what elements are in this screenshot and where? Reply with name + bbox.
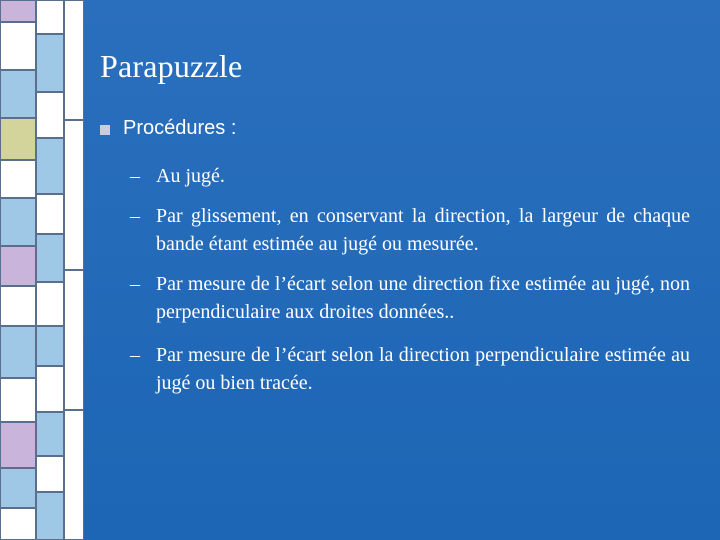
square-bullet-icon [100,125,110,135]
stripe-block [0,378,36,422]
stripe-block [0,198,36,246]
decorative-stripe-bar [0,0,84,540]
dash-marker: – [130,205,140,227]
stripe-block [0,326,36,378]
stripe-block [0,246,36,286]
stripe-block [36,34,64,92]
stripe-block [0,422,36,468]
sub-item-text: Par mesure de l’écart selon une direction fixe estimée au jugé, non perpendiculaire aux droites données.. [156,273,690,323]
main-bullet [100,117,236,140]
stripe-block [64,270,84,410]
sub-item [130,270,690,326]
stripe-block [36,92,64,138]
sub-item-text: Par mesure de l’écart selon la direction perpendiculaire estimée au jugé ou bien tracée. [156,344,690,394]
stripe-block [64,120,84,270]
slide-title: Parapuzzle [100,48,243,84]
stripe-block [36,234,64,282]
stripe-block [0,70,36,118]
sub-item [130,341,690,397]
stripe-block [0,22,36,70]
stripe-block [36,456,64,492]
dash-marker: – [130,273,140,295]
stripe-block [64,0,84,120]
stripe-block [36,194,64,234]
stripe-block [36,366,64,412]
stripe-block [36,0,64,34]
stripe-block [0,160,36,198]
stripe-block [0,118,36,160]
sub-item-text: Au jugé. [156,165,225,187]
dash-marker: – [130,165,140,187]
stripe-block [64,410,84,540]
sub-item-text: Par glissement, en conservant la direction, la largeur de chaque bande étant estimée au jugé ou mesurée. [156,205,690,255]
sub-item [130,202,690,258]
stripe-block [36,326,64,366]
stripe-block [0,0,36,22]
stripe-block [0,286,36,326]
stripe-block [36,282,64,326]
bullet-label: Procédures : [123,117,237,139]
sub-item [130,162,690,190]
stripe-block [36,138,64,194]
stripe-block [36,412,64,456]
stripe-block [0,508,36,540]
stripe-block [36,492,64,540]
stripe-block [0,468,36,508]
dash-marker: – [130,344,140,366]
